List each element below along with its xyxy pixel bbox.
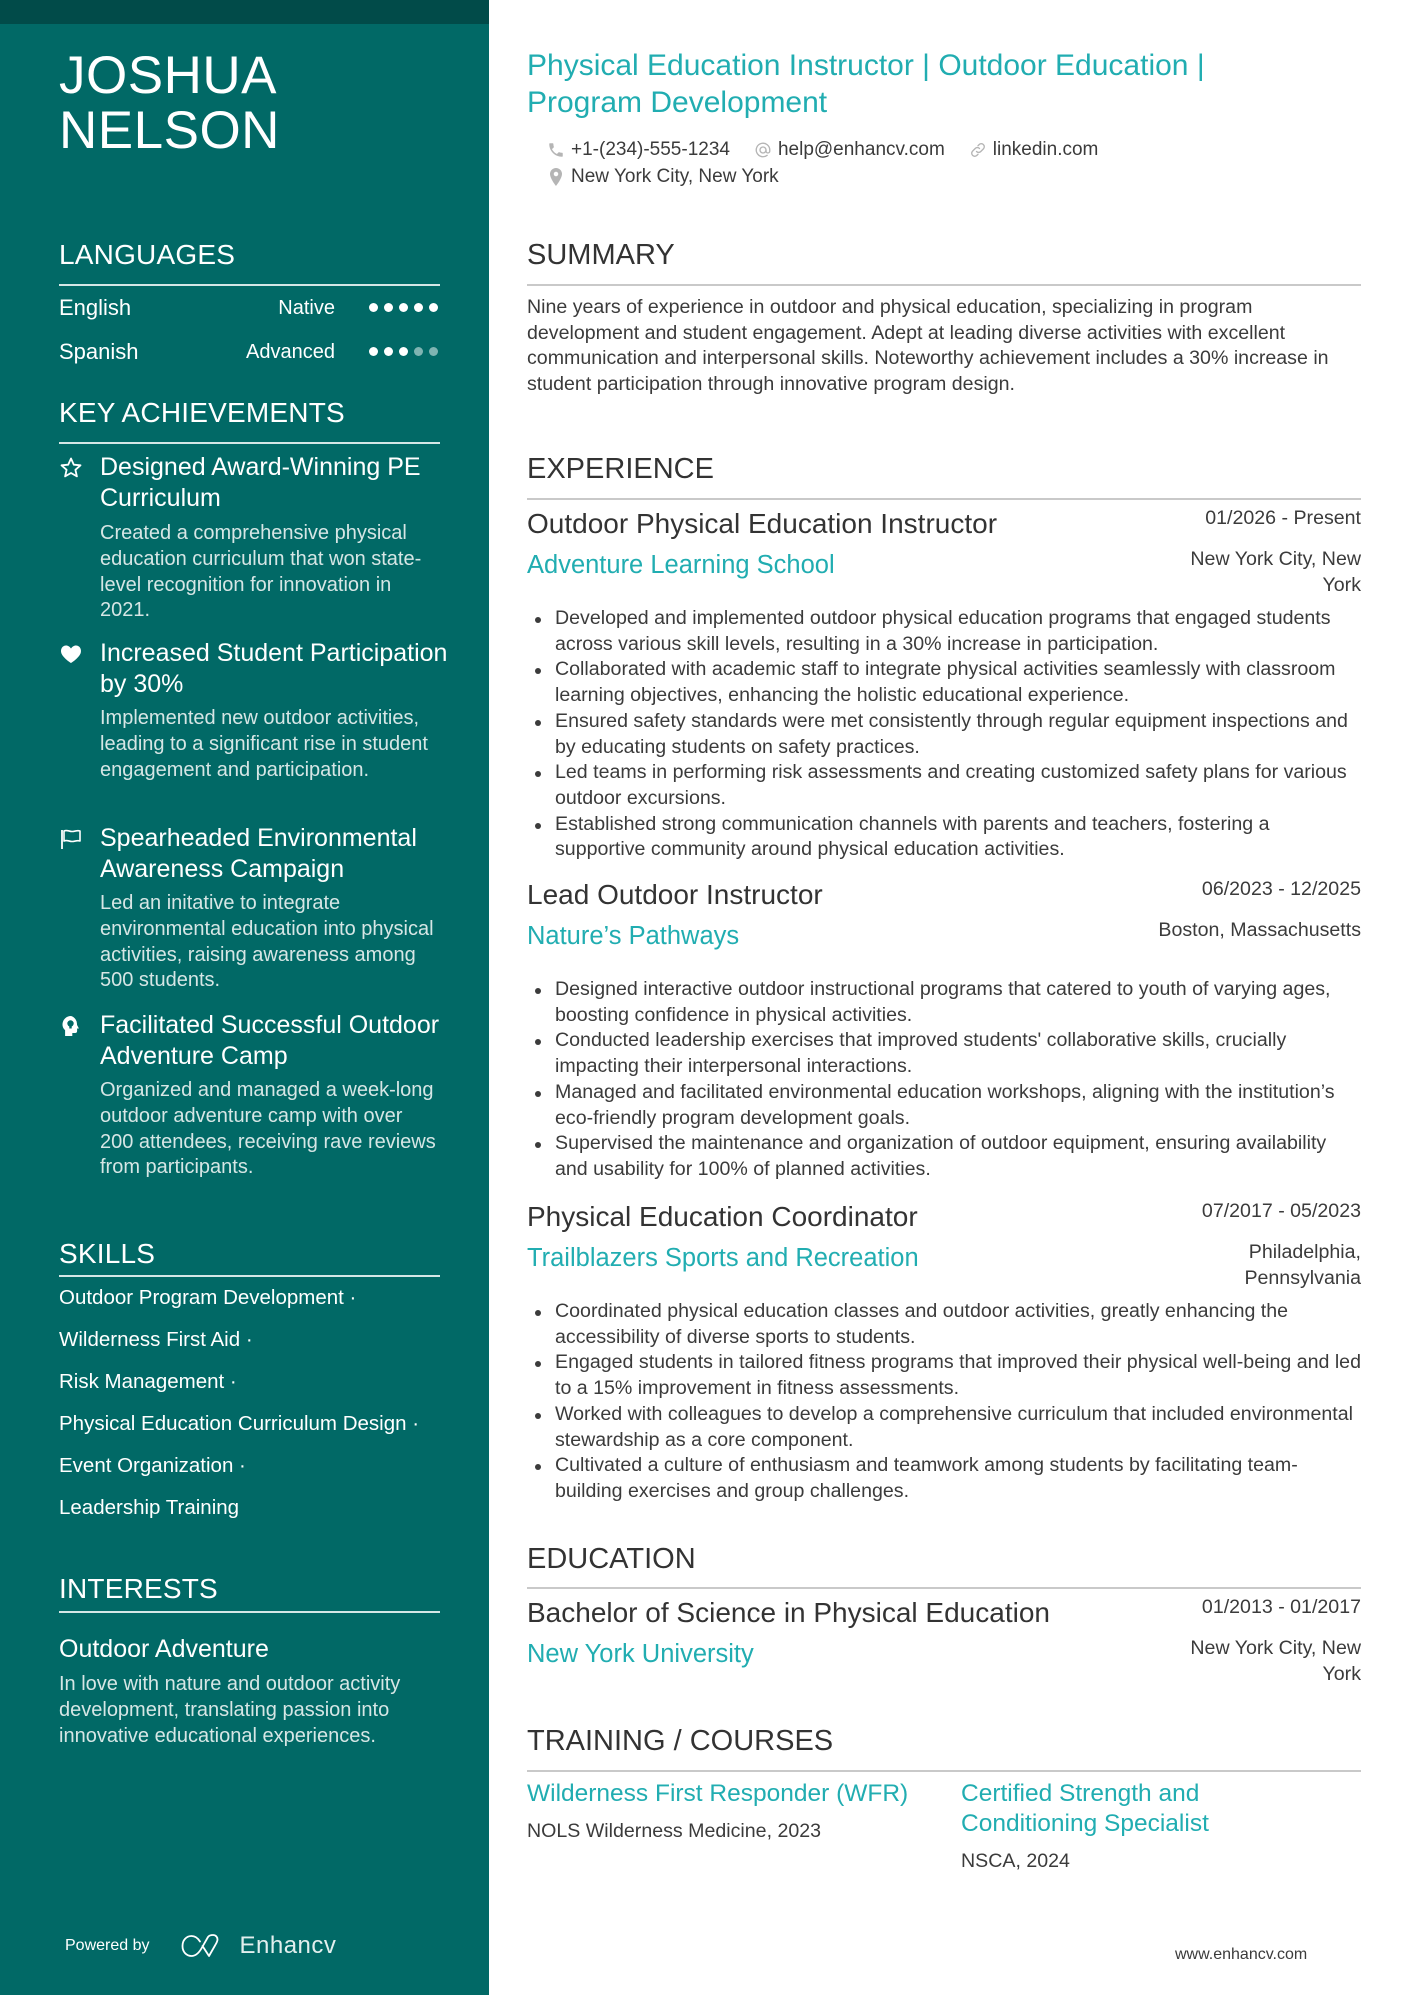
course-item [961, 1779, 1261, 1874]
skill-item: Leadership Training [59, 1496, 240, 1519]
bullet-item: Supervised the maintenance and organization of outdoor equipment, ensuring availability and usability for 100% of planned activities. [527, 1131, 1361, 1182]
bullet-item: Coordinated physical education classes and outdoor activities, greatly enhancing the accessibility of diverse sports to students. [527, 1299, 1361, 1350]
job-bullets [527, 977, 1361, 1183]
bullet-item: Established strong communication channels with parents and teachers, fostering a supportive community around physical education activities. [527, 812, 1361, 863]
job-location: New York City, New York [1190, 548, 1361, 596]
skill-item: Wilderness First Aid · [59, 1328, 253, 1351]
dot-filled [399, 347, 408, 356]
job-title: Outdoor Physical Education Instructor [527, 508, 998, 539]
heart-icon [59, 642, 83, 666]
school-name: New York University [527, 1640, 754, 1668]
contact-phone[interactable] [547, 138, 730, 162]
phone-text: +1-(234)-555-1234 [571, 139, 730, 160]
link-icon [969, 141, 987, 159]
sidebar [0, 0, 489, 1995]
language-row-english [59, 293, 440, 323]
achievement-description: Created a comprehensive physical education curriculum that won state-level recognition for innovation in 2021. [100, 522, 422, 622]
achievements-divider [59, 442, 440, 444]
education-divider [527, 1587, 1361, 1589]
summary-divider [527, 284, 1361, 286]
experience-heading: EXPERIENCE [527, 453, 714, 485]
languages-heading: LANGUAGES [59, 239, 236, 270]
contact-location-row [547, 165, 803, 189]
bullet-item: Managed and facilitated environmental education workshops, aligning with the institution’s eco-friendly program development goals. [527, 1080, 1361, 1131]
course-provider: NSCA, 2024 [961, 1850, 1070, 1872]
enhancv-logo[interactable] [180, 1932, 337, 1960]
bullet-item: Developed and implemented outdoor physical education programs that engaged students across various skill levels, resulting in a 30% increase in participation. [527, 606, 1361, 657]
experience-divider [527, 498, 1361, 500]
summary-text: Nine years of experience in outdoor and physical education, specializing in program development and student engagement. Adept at leading diverse activities with excellent communication and interpersonal skills. Noteworthy achievement includes a 30% increase in student participation through innovative program design. [527, 296, 1329, 395]
achievement-title: Facilitated Successful Outdoor Adventure Camp [100, 1011, 440, 1070]
company-name: Trailblazers Sports and Recreation [527, 1244, 919, 1272]
bullet-item: Conducted leadership exercises that improved students' collaborative skills, crucially impacting their interpersonal interactions. [527, 1028, 1361, 1079]
training-divider [527, 1770, 1361, 1772]
contact-link[interactable] [969, 138, 1099, 162]
job-location: Philadelphia, Pennsylvania [1244, 1241, 1361, 1289]
bullet-item: Ensured safety standards were met consistently through regular equipment inspections and by educating students on safety practices. [527, 709, 1361, 760]
dot-filled [384, 303, 393, 312]
at-icon [754, 141, 772, 159]
language-proficiency-dots [369, 347, 438, 356]
skill-item: Physical Education Curriculum Design · [59, 1412, 420, 1435]
map-pin-icon [547, 167, 565, 187]
company-name: Adventure Learning School [527, 551, 835, 579]
achievement-description: Implemented new outdoor activities, leading to a significant rise in student engagement and participation. [100, 707, 428, 781]
achievement-description: Organized and managed a week-long outdoor adventure camp with over 200 attendees, receiving rave reviews from participants. [100, 1079, 436, 1179]
interest-title: Outdoor Adventure [59, 1635, 269, 1663]
course-title: Certified Strength and Conditioning Specialist [961, 1780, 1209, 1837]
job-title: Physical Education Coordinator [527, 1201, 918, 1232]
professional-headline: Physical Education Instructor | Outdoor Education | Program Development [527, 49, 1205, 119]
skill-item: Event Organization · [59, 1454, 246, 1477]
head-lightbulb-icon [59, 1014, 83, 1038]
job-dates: 07/2017 - 05/2023 [1201, 1200, 1361, 1222]
course-item [527, 1779, 937, 1844]
achievement-title: Designed Award-Winning PE Curriculum [100, 453, 421, 512]
education-location: New York City, New York [1190, 1637, 1361, 1685]
interests-divider [59, 1611, 440, 1613]
language-row-spanish [59, 337, 440, 367]
job-bullets [527, 1299, 1361, 1505]
bullet-item: Designed interactive outdoor instructional programs that catered to youth of varying ages, boosting confidence in physical activities. [527, 977, 1361, 1028]
candidate-name [59, 48, 280, 158]
dot-filled [429, 303, 438, 312]
dot-filled [369, 303, 378, 312]
email-text: help@enhancv.com [777, 139, 945, 160]
language-name: English [59, 295, 132, 320]
language-level: Advanced [246, 341, 335, 363]
phone-icon [547, 141, 565, 159]
dot-empty [429, 347, 438, 356]
interests-heading: INTERESTS [59, 1573, 218, 1604]
achievement-title: Increased Student Participation by 30% [100, 639, 448, 698]
sidebar-top-band [0, 0, 489, 24]
course-provider: NOLS Wilderness Medicine, 2023 [527, 1820, 822, 1842]
bullet-item: Cultivated a culture of enthusiasm and teamwork among students by facilitating team-building exercises and group challenges. [527, 1453, 1361, 1504]
star-icon [59, 456, 83, 480]
flag-icon [59, 827, 83, 851]
job-dates: 06/2023 - 12/2025 [1201, 878, 1361, 900]
skill-item: Risk Management · [59, 1370, 237, 1393]
dot-filled [384, 347, 393, 356]
job-location: Boston, Massachusetts [1158, 919, 1361, 941]
achievement-description: Led an initative to integrate environmental education into physical activities, raising awareness among 500 students. [100, 892, 434, 992]
bullet-item: Led teams in performing risk assessments and creating customized safety plans for various outdoor excursions. [527, 760, 1361, 811]
interest-description: In love with nature and outdoor activity development, translating passion into innovative educational experiences. [59, 1673, 401, 1747]
company-name: Nature’s Pathways [527, 922, 740, 950]
skills-divider [59, 1275, 440, 1277]
dot-filled [369, 347, 378, 356]
powered-by [65, 1931, 336, 1961]
contact-row [547, 138, 1122, 162]
main-content [527, 0, 1361, 1995]
powered-by-label: Powered by [65, 1937, 150, 1954]
education-heading: EDUCATION [527, 1543, 696, 1575]
job-title: Lead Outdoor Instructor [527, 879, 823, 910]
education-dates: 01/2013 - 01/2017 [1201, 1596, 1361, 1618]
location-text: New York City, New York [571, 166, 779, 187]
dot-empty [414, 347, 423, 356]
link-text: linkedin.com [992, 139, 1099, 160]
job-dates: 01/2026 - Present [1205, 507, 1361, 529]
language-level: Native [278, 297, 335, 319]
course-title: Wilderness First Responder (WFR) [527, 1780, 909, 1807]
achievements-heading: KEY ACHIEVEMENTS [59, 397, 345, 428]
dot-filled [399, 303, 408, 312]
first-name: JOSHUA [59, 46, 277, 105]
dot-filled [414, 303, 423, 312]
enhancv-brand-text: Enhancv [239, 1932, 337, 1959]
job-bullets [527, 606, 1361, 863]
summary-heading: SUMMARY [527, 239, 675, 271]
enhancv-logo-icon [180, 1933, 226, 1959]
training-heading: TRAINING / COURSES [527, 1725, 834, 1757]
language-name: Spanish [59, 339, 139, 364]
contact-email[interactable] [754, 138, 945, 162]
degree-title: Bachelor of Science in Physical Education [527, 1597, 1050, 1628]
bullet-item: Collaborated with academic staff to integrate physical activities seamlessly with classroom learning objectives, enhancing the holistic educational experience. [527, 657, 1361, 708]
bullet-item: Engaged students in tailored fitness programs that improved their physical well-being and led to a 15% improvement in fitness assessments. [527, 1350, 1361, 1401]
last-name: NELSON [59, 101, 280, 160]
language-proficiency-dots [369, 303, 438, 312]
achievement-title: Spearheaded Environmental Awareness Campaign [100, 824, 417, 883]
skill-item: Outdoor Program Development · [59, 1286, 357, 1309]
languages-divider [59, 284, 440, 286]
bullet-item: Worked with colleagues to develop a comprehensive curriculum that included environmental stewardship as a core component. [527, 1402, 1361, 1453]
contact-location [547, 165, 779, 189]
enhancv-website-link[interactable]: www.enhancv.com [1175, 1946, 1308, 1963]
skills-heading: SKILLS [59, 1238, 156, 1269]
